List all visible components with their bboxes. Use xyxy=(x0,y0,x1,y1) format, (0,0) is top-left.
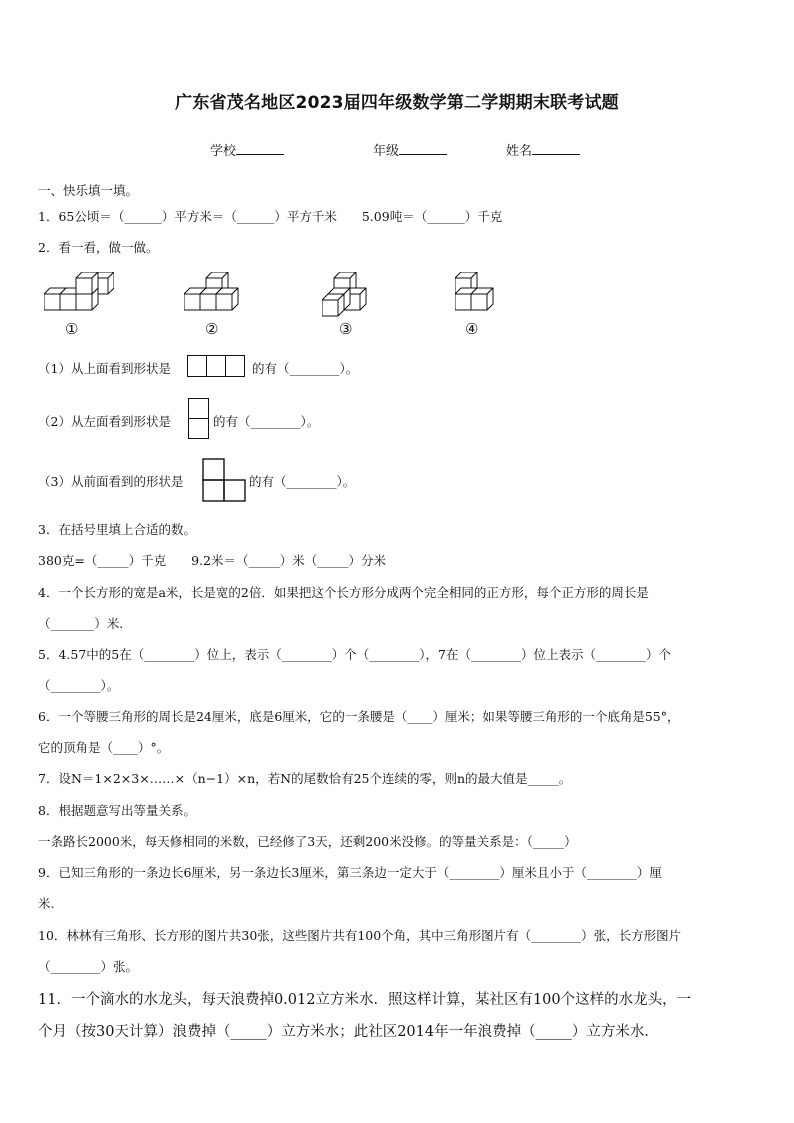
question-5-line-2: （________）。 xyxy=(38,678,120,693)
question-4-line-1: 4．一个长方形的宽是a米，长是宽的2倍．如果把这个长方形分成两个完全相同的正方形，每个正方形的周长是 xyxy=(38,585,649,600)
cube-figure-1 xyxy=(44,272,114,318)
school-label: 学校 xyxy=(210,144,237,159)
question-11-line-2: 个月（按30天计算）浪费掉（_____）立方米水；此社区2014年一年浪费掉（_____）立方米水． xyxy=(38,1024,659,1040)
question-11-line-1: 11．一个滴水的水龙头，每天浪费掉0.012立方米水．照这样计算，某社区有100个这样的水龙头，一 xyxy=(38,992,692,1008)
question-2-2-answer: 的有（________）。 xyxy=(213,414,320,429)
question-6-line-2: 它的顶角是（____）°。 xyxy=(38,740,170,755)
question-4-line-2: （_______）米. xyxy=(38,616,124,631)
question-2-3-answer: 的有（________）。 xyxy=(249,474,356,489)
cube-figure-3 xyxy=(322,272,382,318)
question-8: 8．根据题意写出等量关系。 xyxy=(38,803,196,818)
grade-blank[interactable] xyxy=(399,142,447,155)
top-view-shape xyxy=(187,355,245,377)
left-view-shape xyxy=(188,398,209,439)
school-field[interactable] xyxy=(210,140,284,159)
question-2-1-text: （1）从上面看到形状是 xyxy=(38,361,171,376)
question-8-line: 一条路长2000米，每天修相同的米数，已经修了3天，还剩200米没修。的等量关系是：（_____） xyxy=(38,834,577,849)
name-field[interactable] xyxy=(506,140,580,159)
name-blank[interactable] xyxy=(532,142,580,155)
question-6-line-1: 6．一个等腰三角形的周长是24厘米，底是6厘米，它的一条腰是（____）厘米；如果等腰三角形的一个底角是55°， xyxy=(38,709,680,724)
question-1: 1．65公顷＝（______）平方米＝（______）平方千米 5.09吨＝（______）千克 xyxy=(38,209,503,224)
question-7: 7．设N＝1×2×3×……×（n−1）×n，若N的尾数恰有25个连续的零，则n的最大值是_____。 xyxy=(38,771,572,786)
question-2: 2．看一看，做一做。 xyxy=(38,240,159,255)
question-10-line-2: （________）张。 xyxy=(38,959,139,974)
figure-label-1: ① xyxy=(65,320,79,338)
figure-label-4: ④ xyxy=(465,320,479,338)
page-title: 广东省茂名地区2023届四年级数学第二学期期末联考试题 xyxy=(175,93,619,113)
question-9-line-2: 米. xyxy=(38,896,55,911)
question-2-2-text: （2）从左面看到形状是 xyxy=(38,414,171,429)
question-3-line: 380克=（_____）千克 9.2米＝（_____）米（_____）分米 xyxy=(38,553,386,568)
name-label: 姓名 xyxy=(506,144,533,159)
question-5-line-1: 5．4.57中的5在（________）位上，表示（________）个（________），7在（________）位上表示（________）个 xyxy=(38,647,671,662)
school-blank[interactable] xyxy=(236,142,284,155)
question-2-1-answer: 的有（________）。 xyxy=(252,361,359,376)
question-2-3-text: （3）从前面看到的形状是 xyxy=(38,474,184,489)
figure-label-3: ③ xyxy=(339,320,353,338)
grade-field[interactable] xyxy=(373,140,447,159)
figure-label-2: ② xyxy=(205,320,219,338)
cube-figure-4 xyxy=(455,272,505,318)
section-heading: 一、快乐填一填。 xyxy=(38,183,139,198)
front-view-shape xyxy=(202,458,246,502)
grade-label: 年级 xyxy=(373,144,400,159)
question-9-line-1: 9．已知三角形的一条边长6厘米，另一条边长3厘米，第三条边一定大于（________）厘米且小于（________）厘 xyxy=(38,865,662,880)
cube-figure-2 xyxy=(184,272,254,318)
question-10-line-1: 10．林林有三角形、长方形的图片共30张，这些图片共有100个角，其中三角形图片有（________）张，长方形图片 xyxy=(38,928,682,943)
question-3: 3．在括号里填上合适的数。 xyxy=(38,522,196,537)
